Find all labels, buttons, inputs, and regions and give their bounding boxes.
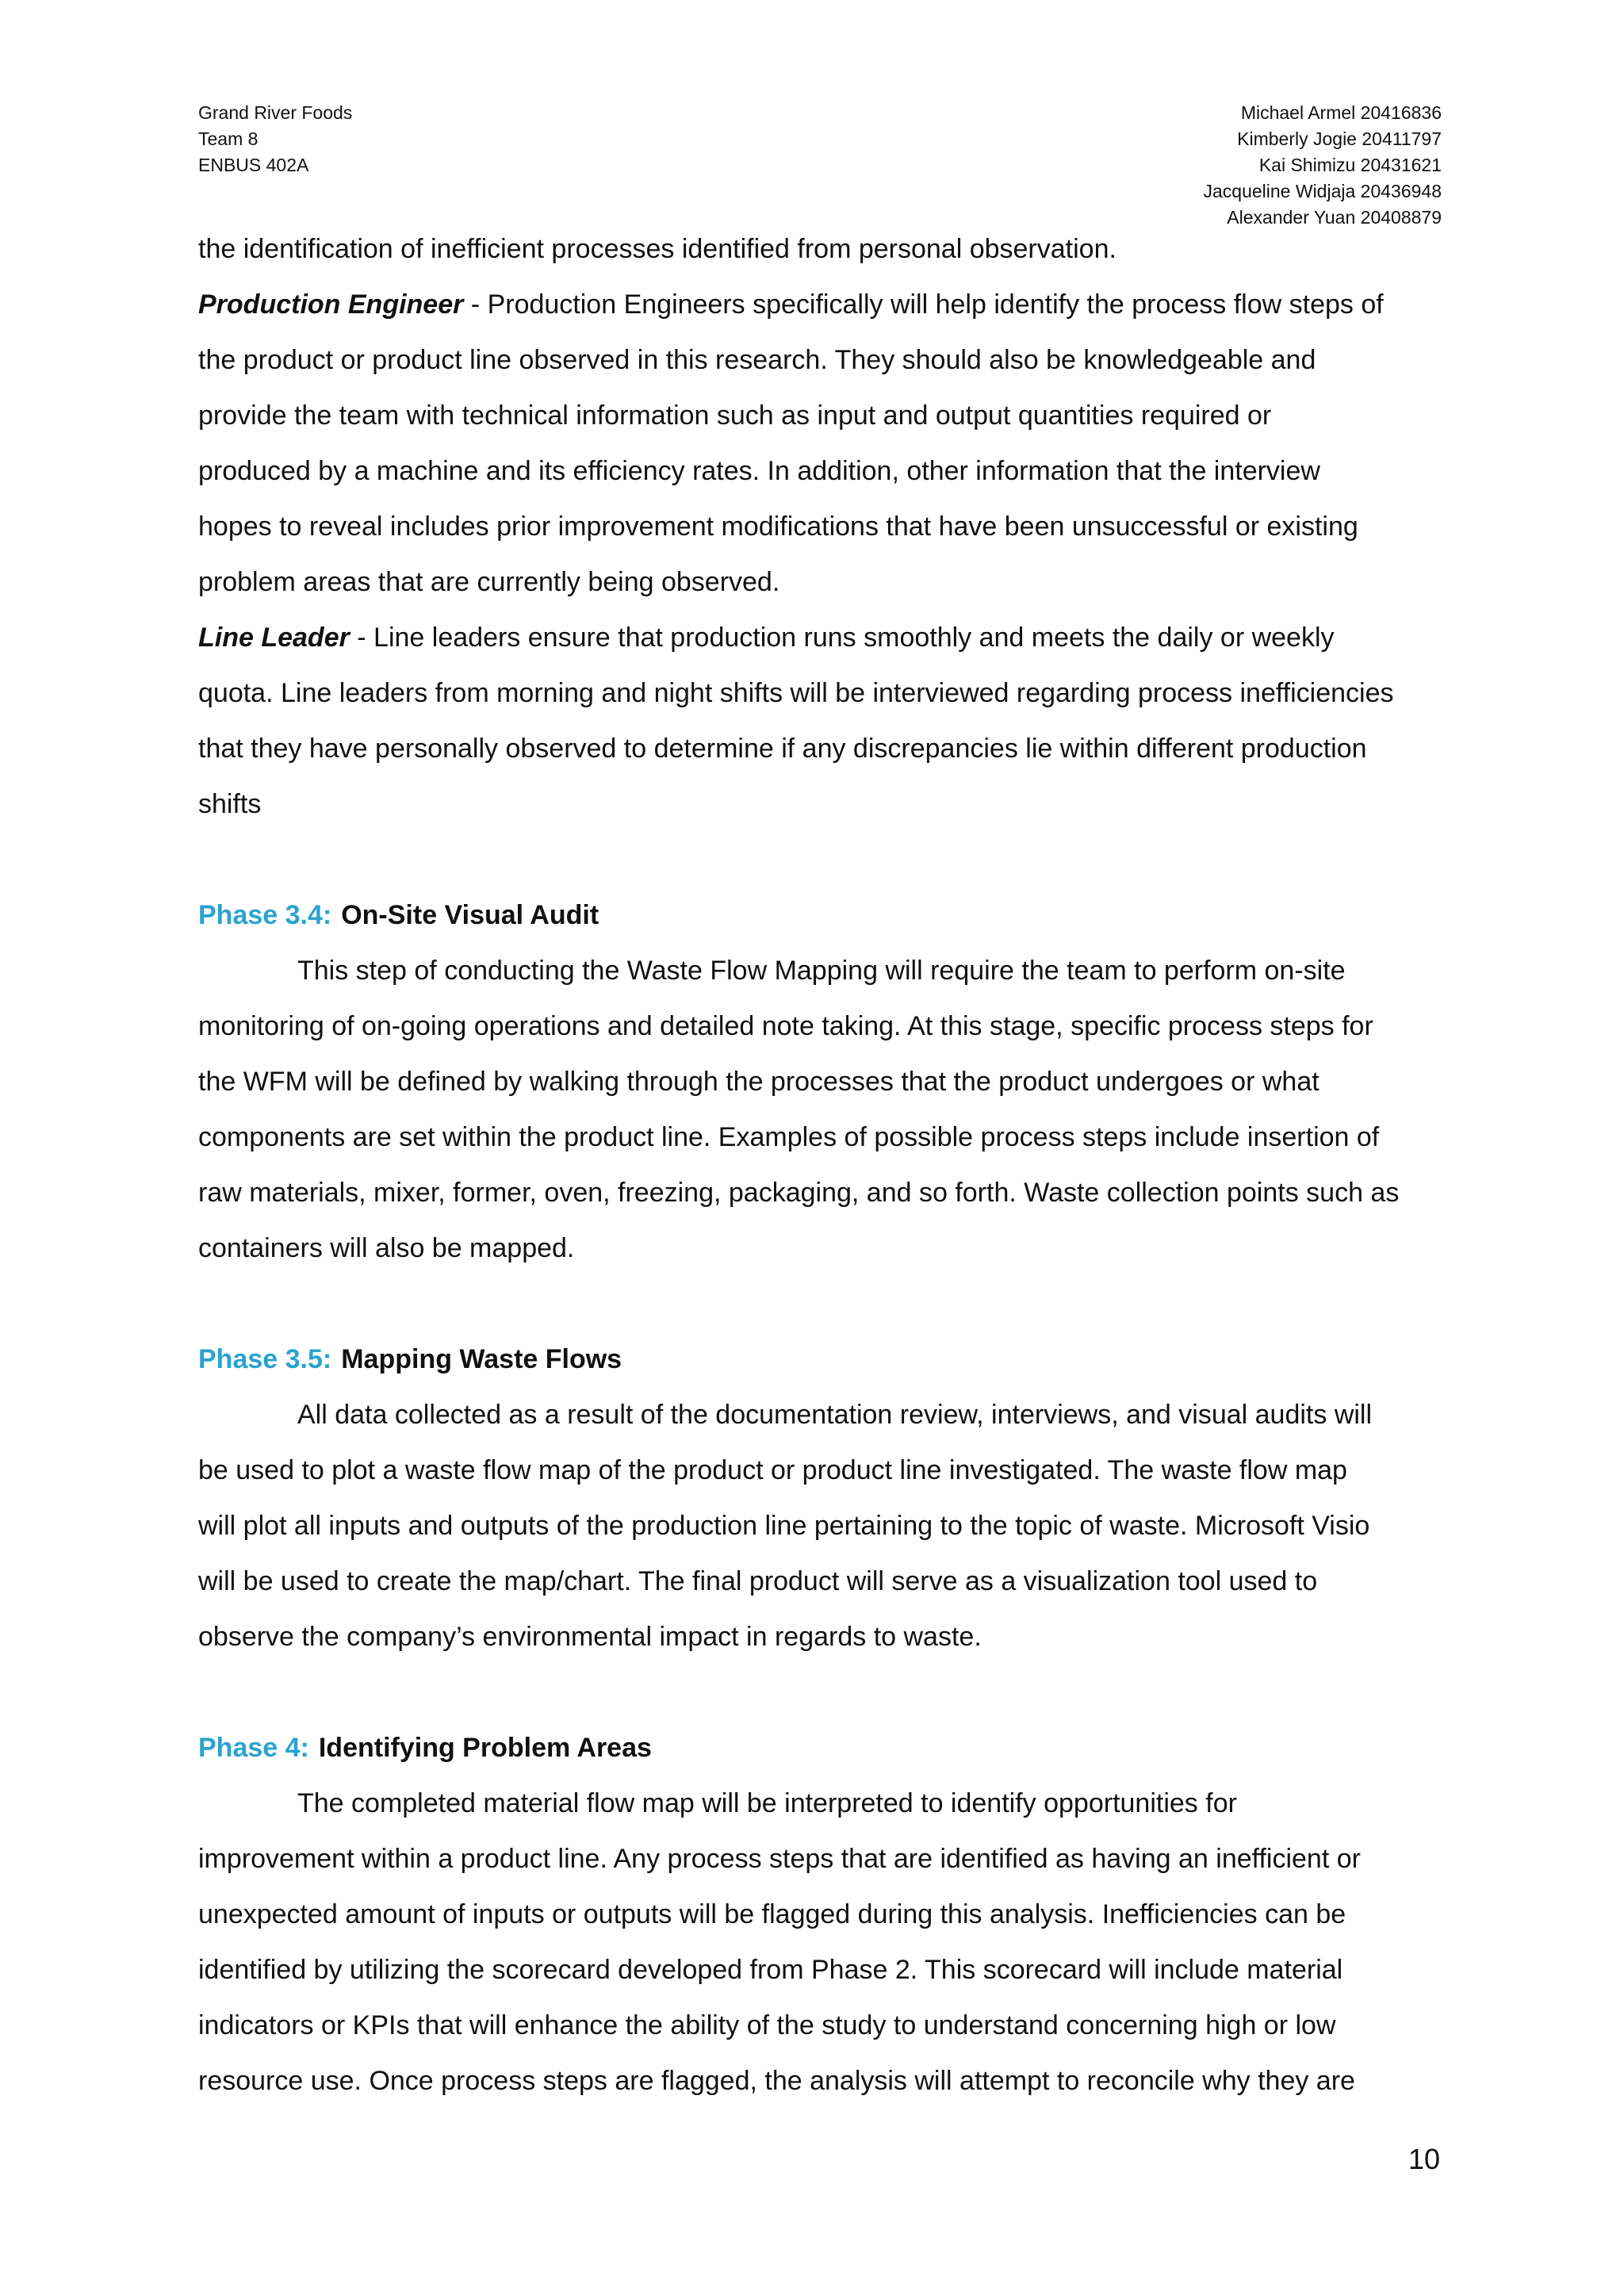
paragraph-line: unexpected amount of inputs or outputs will be flagged during this analysis. Inefficiencies can be: [198, 1899, 1346, 1929]
line-leader-paragraph: [198, 622, 1467, 844]
phase-section: [198, 1732, 1467, 2121]
header-left: [198, 100, 352, 178]
paragraph-line: components are set within the product line. Examples of possible process steps include insertion of: [198, 1122, 1380, 1152]
paragraph-line: containers will also be mapped.: [198, 1233, 575, 1263]
phase-section: [198, 1343, 1467, 1676]
paragraph-line: hopes to reveal includes prior improvement modifications that have been unsuccessful or existing: [198, 511, 1358, 542]
phase-section: [198, 899, 1467, 1288]
paragraph-line: The completed material flow map will be interpreted to identify opportunities for: [297, 1788, 1237, 1818]
paragraph-line: produced by a machine and its efficiency rates. In addition, other information that the interview: [198, 456, 1320, 486]
header-right: [1204, 100, 1442, 231]
header-team: Team 8: [198, 128, 259, 149]
paragraph-line: that they have personally observed to determine if any discrepancies lie within different production: [198, 734, 1367, 764]
line-leader-label: Line Leader: [198, 623, 350, 653]
header-author: Kimberly Jogie 20411797: [1237, 128, 1442, 149]
phase-number: Phase 3.5:: [198, 1344, 332, 1374]
paragraph-line: All data collected as a result of the documentation review, interviews, and visual audits will: [297, 1400, 1373, 1430]
paragraph-line: will be used to create the map/chart. The final product will serve as a visualization tool used to: [198, 1566, 1318, 1596]
paragraph-line: identified by utilizing the scorecard developed from Phase 2. This scorecard will include material: [198, 1955, 1343, 1985]
paragraph-line: observe the company’s environmental impact in regards to waste.: [198, 1622, 982, 1652]
phase-title: Identifying Problem Areas: [318, 1733, 652, 1763]
header-author: Alexander Yuan 20408879: [1227, 207, 1442, 228]
phase-title: On-Site Visual Audit: [341, 900, 599, 930]
paragraph-line: improvement within a product line. Any process steps that are identified as having an inefficient or: [198, 1844, 1361, 1874]
paragraph-line: the product or product line observed in this research. They should also be knowledgeable and: [198, 345, 1316, 375]
document-body: [198, 233, 1467, 2121]
production-engineer-label: Production Engineer: [198, 289, 464, 320]
phase-heading: [198, 1732, 1467, 1787]
paragraph-line: be used to plot a waste flow map of the product or product line investigated. The waste flow map: [198, 1455, 1347, 1485]
header-author: Kai Shimizu 20431621: [1258, 155, 1442, 175]
paragraph-line: raw materials, mixer, former, oven, freezing, packaging, and so forth. Waste collection points such as: [198, 1178, 1400, 1208]
phase-heading: [198, 899, 1467, 955]
paragraph-line: quota. Line leaders from morning and night shifts will be interviewed regarding process inefficiencies: [198, 678, 1394, 708]
paragraph-line: problem areas that are currently being observed.: [198, 567, 780, 597]
paragraph-line: - Production Engineers specifically will help identify the process flow steps of: [463, 289, 1384, 320]
production-engineer-paragraph: [198, 289, 1467, 622]
paragraph-line: - Line leaders ensure that production runs smoothly and meets the daily or weekly: [349, 623, 1335, 653]
phase-title: Mapping Waste Flows: [341, 1344, 622, 1374]
phase-heading: [198, 1343, 1467, 1399]
paragraph-line: This step of conducting the Waste Flow Mapping will require the team to perform on-site: [297, 956, 1346, 986]
intro-line: the identification of inefficient processes identified from personal observation.: [198, 234, 1116, 264]
phase-number: Phase 3.4:: [198, 900, 332, 930]
page-number: 10: [1408, 2143, 1440, 2175]
paragraph-line: the WFM will be defined by walking through the processes that the product undergoes or what: [198, 1067, 1320, 1097]
paragraph-line: resource use. Once process steps are flagged, the analysis will attempt to reconcile why they are: [198, 2066, 1355, 2096]
header-company: Grand River Foods: [198, 102, 353, 123]
phase-number: Phase 4:: [198, 1733, 309, 1763]
header-course: ENBUS 402A: [198, 155, 309, 175]
paragraph-line: will plot all inputs and outputs of the production line pertaining to the topic of waste. Microsoft Visio: [198, 1511, 1370, 1541]
header-author: Jacqueline Widjaja 20436948: [1203, 181, 1442, 201]
paragraph-line: indicators or KPIs that will enhance the ability of the study to understand concerning high or low: [198, 2010, 1336, 2040]
header-author: Michael Armel 20416836: [1240, 102, 1442, 123]
paragraph-line: provide the team with technical information such as input and output quantities required or: [198, 400, 1272, 431]
paragraph-line: monitoring of on-going operations and detailed note taking. At this stage, specific process steps for: [198, 1011, 1373, 1041]
paragraph-line: shifts: [198, 789, 262, 819]
